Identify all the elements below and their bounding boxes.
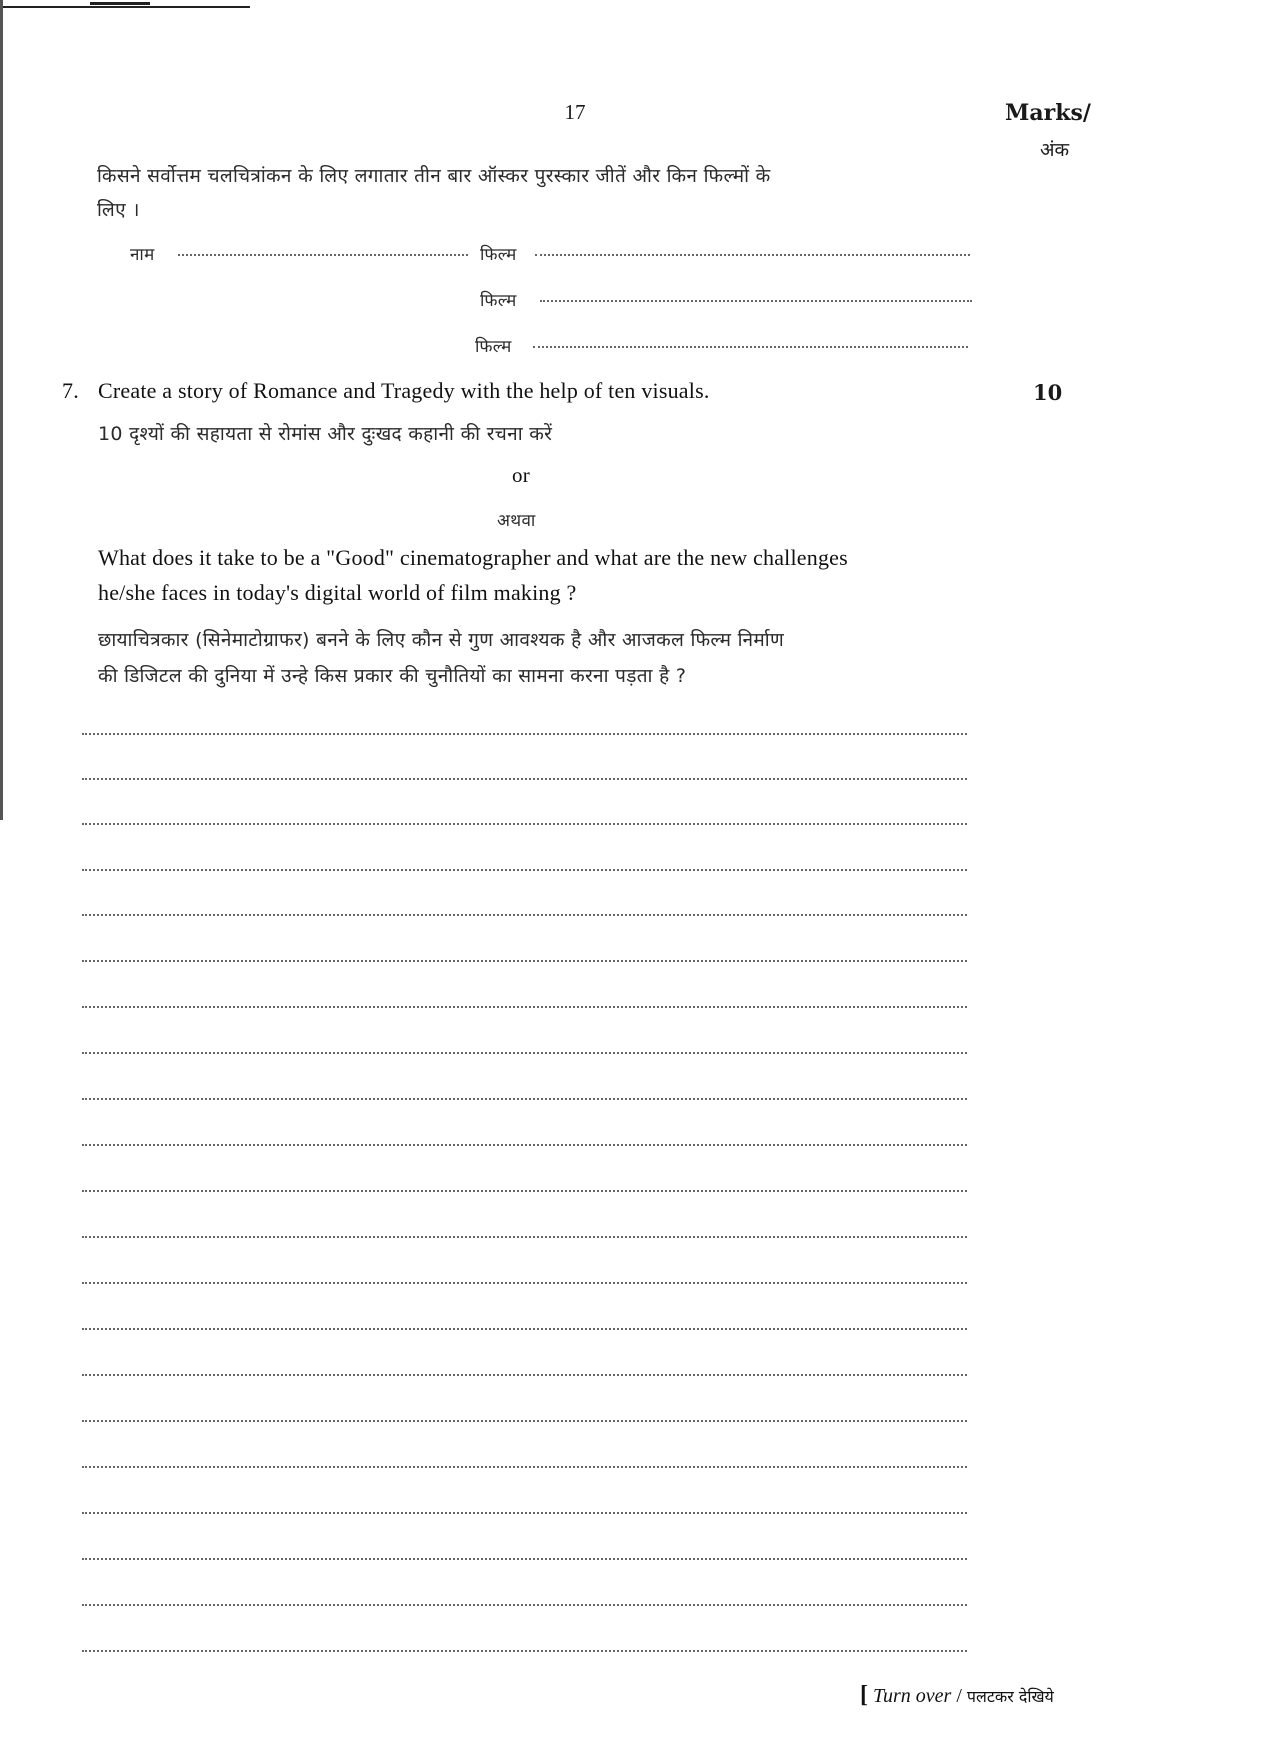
answer-line[interactable] <box>82 914 967 916</box>
answer-line[interactable] <box>82 1144 967 1146</box>
question-marks: 10 <box>1033 380 1063 405</box>
alt-question-english-line1: What does it take to be a "Good" cinematographer and what are the new challenges <box>98 545 848 570</box>
marks-header-hindi: अंक <box>1040 139 1070 161</box>
answer-line[interactable] <box>82 1328 967 1330</box>
scan-mark <box>90 2 150 5</box>
turn-over-english: Turn over <box>873 1685 952 1707</box>
answer-line[interactable] <box>82 1512 967 1514</box>
answer-line[interactable] <box>82 1558 967 1560</box>
film-label-2: फिल्म <box>480 291 517 311</box>
scan-edge <box>0 0 3 820</box>
alt-question-english-line2: he/she faces in today's digital world of film making ? <box>98 580 577 605</box>
answer-line[interactable] <box>82 960 967 962</box>
answer-line[interactable] <box>82 869 967 871</box>
question-number: 7. <box>62 378 79 403</box>
film-answer-line-2[interactable] <box>540 300 972 302</box>
alt-question-hindi-line2: की डिजिटल की दुनिया में उन्हे किस प्रकार की चुनौतियों का सामना करना पड़ता है ? <box>98 665 687 687</box>
answer-line[interactable] <box>82 733 967 735</box>
film-label-3: फिल्म <box>475 337 512 357</box>
answer-line[interactable] <box>82 778 967 780</box>
answer-line[interactable] <box>82 1650 967 1652</box>
q6-text-line1: किसने सर्वोत्तम चलचित्रांकन के लिए लगातार तीन बार ऑस्कर पुरस्कार जीतें और किन फिल्मों के <box>97 165 771 187</box>
or-english: or <box>512 463 530 487</box>
or-hindi: अथवा <box>497 511 536 531</box>
name-label: नाम <box>130 245 155 265</box>
turn-over-note <box>860 1682 1054 1709</box>
answer-line[interactable] <box>82 1466 967 1468</box>
answer-line[interactable] <box>82 1052 967 1054</box>
footer-bracket: [ <box>860 1682 868 1708</box>
answer-line[interactable] <box>82 1374 967 1376</box>
film-answer-line-1[interactable] <box>535 254 970 256</box>
answer-line[interactable] <box>82 1006 967 1008</box>
answer-line[interactable] <box>82 1236 967 1238</box>
answer-line[interactable] <box>82 1420 967 1422</box>
footer-separator: / <box>956 1685 962 1707</box>
page-number: 17 <box>564 100 586 124</box>
answer-line[interactable] <box>82 1098 967 1100</box>
answer-line[interactable] <box>82 1604 967 1606</box>
answer-line[interactable] <box>82 823 967 825</box>
film-answer-line-3[interactable] <box>533 346 968 348</box>
answer-line[interactable] <box>82 1282 967 1284</box>
scan-mark <box>0 6 250 8</box>
film-label-1: फिल्म <box>480 245 517 265</box>
answer-line[interactable] <box>82 1190 967 1192</box>
name-answer-line[interactable] <box>178 254 468 256</box>
q6-text-line2: लिए । <box>97 199 140 221</box>
question-text-hindi: 10 दृश्यों की सहायता से रोमांस और दुःखद कहानी की रचना करें <box>98 423 553 445</box>
marks-header: Marks/ <box>1005 100 1091 126</box>
alt-question-hindi-line1: छायाचित्रकार (सिनेमाटोग्राफर) बनने के लिए कौन से गुण आवश्यक है और आजकल फिल्म निर्माण <box>98 629 785 651</box>
turn-over-hindi: पलटकर देखिये <box>966 1687 1054 1706</box>
question-text-english: Create a story of Romance and Tragedy with the help of ten visuals. <box>98 378 710 403</box>
